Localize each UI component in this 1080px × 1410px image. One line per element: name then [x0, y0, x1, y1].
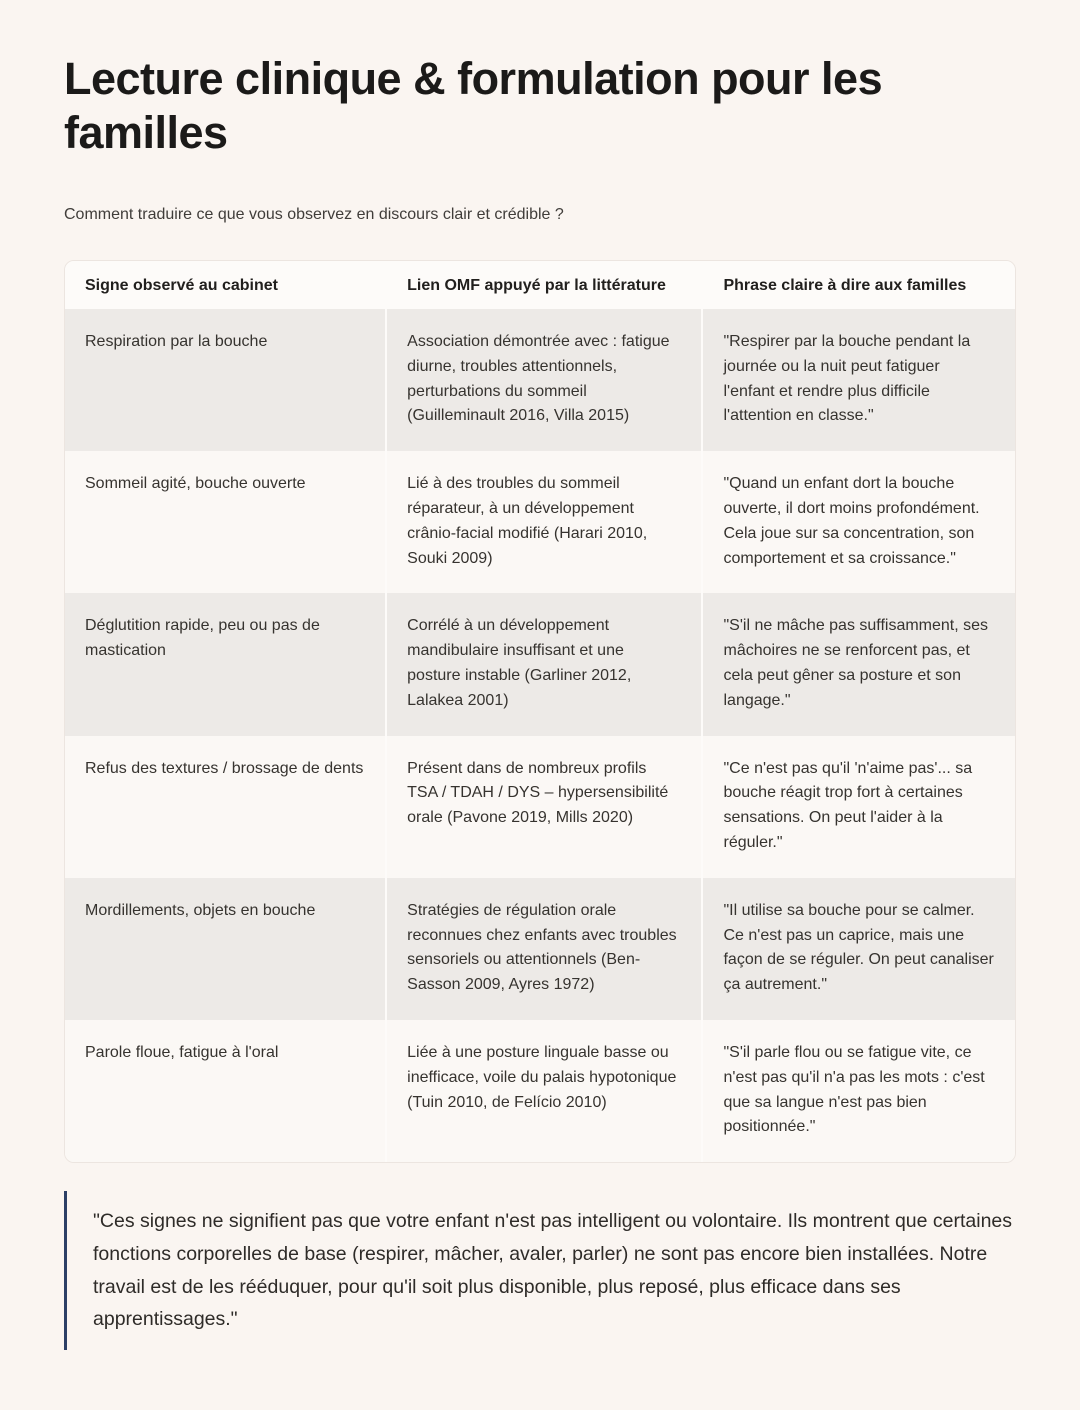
column-header-lien: Lien OMF appuyé par la littérature: [385, 261, 701, 309]
cell-phrase: "Quand un enfant dort la bouche ouverte, il dort moins profondément. Cela joue sur sa concentration, son comportement et sa croissance.": [701, 451, 1015, 593]
cell-phrase: "S'il parle flou ou se fatigue vite, ce n'est pas qu'il n'a pas les mots : c'est que sa langue n'est pas bien positionnée.": [701, 1020, 1015, 1162]
cell-signe: Respiration par la bouche: [65, 309, 385, 451]
column-header-signe: Signe observé au cabinet: [65, 261, 385, 309]
cell-signe: Sommeil agité, bouche ouverte: [65, 451, 385, 593]
cell-lien: Stratégies de régulation orale reconnues chez enfants avec troubles sensoriels ou attentionnels (Ben-Sasson 2009, Ayres 1972): [385, 878, 701, 1020]
cell-signe: Mordillements, objets en bouche: [65, 878, 385, 1020]
cell-lien: Association démontrée avec : fatigue diurne, troubles attentionnels, perturbations du sommeil (Guilleminault 2016, Villa 2015): [385, 309, 701, 451]
page-subtitle: Comment traduire ce que vous observez en discours clair et crédible ?: [64, 206, 564, 223]
table-row: [65, 451, 1015, 593]
cell-signe: Déglutition rapide, peu ou pas de mastication: [65, 593, 385, 735]
cell-lien: Présent dans de nombreux profils TSA / TDAH / DYS – hypersensibilité orale (Pavone 2019, Mills 2020): [385, 736, 701, 878]
column-header-phrase: Phrase claire à dire aux familles: [701, 261, 1015, 309]
page-title: Lecture clinique & formulation pour les familles: [64, 53, 883, 158]
cell-phrase: "Respirer par la bouche pendant la journée ou la nuit peut fatiguer l'enfant et rendre plus difficile l'attention en classe.": [701, 309, 1015, 451]
cell-signe: Parole floue, fatigue à l'oral: [65, 1020, 385, 1162]
cell-lien: Lié à des troubles du sommeil réparateur, à un développement crânio-facial modifié (Harari 2010, Souki 2009): [385, 451, 701, 593]
table-row: [65, 1020, 1015, 1162]
table-row: [65, 736, 1015, 878]
cell-lien: Corrélé à un développement mandibulaire insuffisant et une posture instable (Garliner 2012, Lalakea 2001): [385, 593, 701, 735]
cell-lien: Liée à une posture linguale basse ou inefficace, voile du palais hypotonique (Tuin 2010, de Felício 2010): [385, 1020, 701, 1162]
table-row: [65, 309, 1015, 451]
cell-phrase: "Il utilise sa bouche pour se calmer. Ce n'est pas un caprice, mais une façon de se réguler. On peut canaliser ça autrement.": [701, 878, 1015, 1020]
signs-table: [65, 261, 1015, 1162]
cell-phrase: "Ce n'est pas qu'il 'n'aime pas'... sa bouche réagit trop fort à certaines sensations. On peut l'aider à la réguler.": [701, 736, 1015, 878]
table-header-row: [65, 261, 1015, 309]
signs-table-container: [64, 260, 1016, 1163]
table-row: [65, 878, 1015, 1020]
cell-phrase: "S'il ne mâche pas suffisamment, ses mâchoires ne se renforcent pas, et cela peut gêner sa posture et son langage.": [701, 593, 1015, 735]
cell-signe: Refus des textures / brossage de dents: [65, 736, 385, 878]
table-row: [65, 593, 1015, 735]
family-message-quote: "Ces signes ne signifient pas que votre enfant n'est pas intelligent ou volontaire. Ils montrent que certaines fonctions corporelles de base (respirer, mâcher, avaler, parler) ne sont pas encore bien installées. Notre travail est de les rééduquer, pour qu'il soit plus disponible, plus reposé, plus efficace dans ses apprentissages.": [64, 1191, 1016, 1350]
